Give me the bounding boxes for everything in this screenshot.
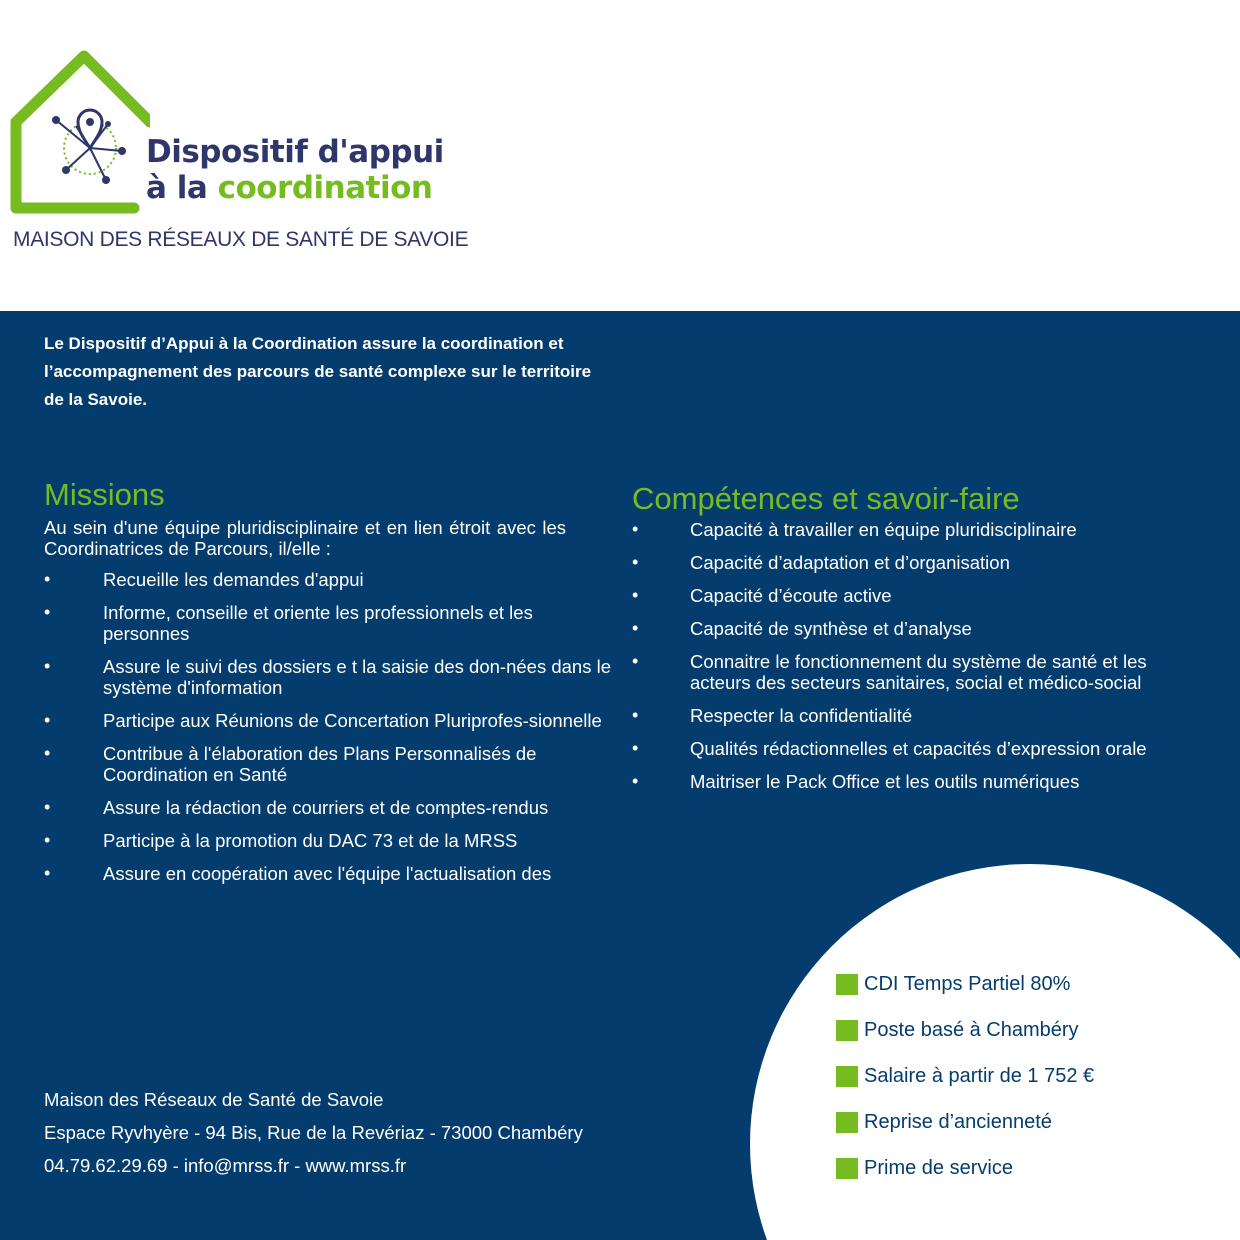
list-item: • Recueille les demandes d'appui: [44, 569, 612, 590]
list-item: • Qualités rédactionnelles et capacités d’expression orale: [632, 738, 1192, 759]
intro-paragraph: Le Dispositif d’Appui à la Coordination assure la coordination et l’accompagnement des parcours de santé complexe sur le territoire de la Savoie.: [44, 334, 592, 409]
offer-list: [836, 961, 1094, 1191]
offer-item-label: CDI Temps Partiel 80%: [864, 972, 1071, 995]
logo-title-line1: Dispositif d'appui: [146, 134, 444, 170]
list-item: • Assure la rédaction de courriers et de comptes-rendus: [44, 797, 612, 818]
list-item: • Respecter la confidentialité: [632, 705, 1192, 726]
list-item: • Maitriser le Pack Office et les outils numériques: [632, 771, 1192, 792]
green-square-bullet-icon: [836, 1112, 858, 1133]
list-item: • Assure en coopération avec l'équipe l'actualisation des: [44, 863, 612, 884]
offer-item-label: Salaire à partir de 1 752 €: [864, 1064, 1095, 1087]
list-item: • Capacité à travailler en équipe pluridisciplinaire: [632, 519, 1192, 540]
list-item: • Assure le suivi des dossiers e t la saisie des don-nées dans le système d'information: [44, 656, 612, 698]
competences-heading: Compétences et savoir-faire: [632, 481, 1020, 516]
contact-org: Maison des Réseaux de Santé de Savoie: [44, 1089, 384, 1110]
green-square-bullet-icon: [836, 974, 858, 995]
offer-item: [836, 1145, 1094, 1191]
green-square-bullet-icon: [836, 1158, 858, 1179]
list-item: • Connaitre le fonctionnement du système de santé et les acteurs des secteurs sanitaires, social et médico-social: [632, 651, 1192, 693]
missions-heading: Missions: [44, 477, 165, 512]
list-item: • Participe aux Réunions de Concertation Pluriprofes-sionnelle: [44, 710, 612, 731]
logo-title-part2: coordination: [217, 170, 433, 206]
offer-item-label: Poste basé à Chambéry: [864, 1018, 1079, 1041]
organization-name: MAISON DES RÉSEAUX DE SANTÉ DE SAVOIE: [13, 228, 469, 251]
list-item: • Capacité d’écoute active: [632, 585, 1192, 606]
offer-item: [836, 1099, 1094, 1145]
house-network-logo-icon: [10, 48, 150, 218]
offer-item: [836, 1053, 1094, 1099]
offer-item: [836, 961, 1094, 1007]
missions-list: [44, 569, 612, 896]
logo-title-line2: [146, 170, 432, 206]
list-item: • Contribue à l'élaboration des Plans Personnalisés de Coordination en Santé: [44, 743, 612, 785]
competences-list: [632, 519, 1192, 804]
green-square-bullet-icon: [836, 1020, 858, 1041]
list-item: • Participe à la promotion du DAC 73 et de la MRSS: [44, 830, 612, 851]
offer-item: [836, 1007, 1094, 1053]
list-item: • Capacité d’adaptation et d’organisation: [632, 552, 1192, 573]
header: [0, 0, 1240, 311]
contact-address: Espace Ryvhyère - 94 Bis, Rue de la Revériaz - 73000 Chambéry: [44, 1122, 583, 1143]
logo-title-part1: à la: [146, 170, 218, 206]
main-panel: [0, 311, 1240, 1240]
offer-item-label: Prime de service: [864, 1156, 1013, 1179]
green-square-bullet-icon: [836, 1066, 858, 1087]
contact-block: [44, 1083, 583, 1182]
contact-phone-email-web: 04.79.62.29.69 - info@mrss.fr - www.mrss.fr: [44, 1155, 407, 1176]
list-item: • Informe, conseille et oriente les professionnels et les personnes: [44, 602, 612, 644]
missions-intro: Au sein d'une équipe pluridisciplinaire et en lien étroit avec les Coordinatrices de Parcours, il/elle :: [44, 517, 566, 559]
list-item: • Capacité de synthèse et d’analyse: [632, 618, 1192, 639]
offer-item-label: Reprise d’ancienneté: [864, 1110, 1052, 1133]
